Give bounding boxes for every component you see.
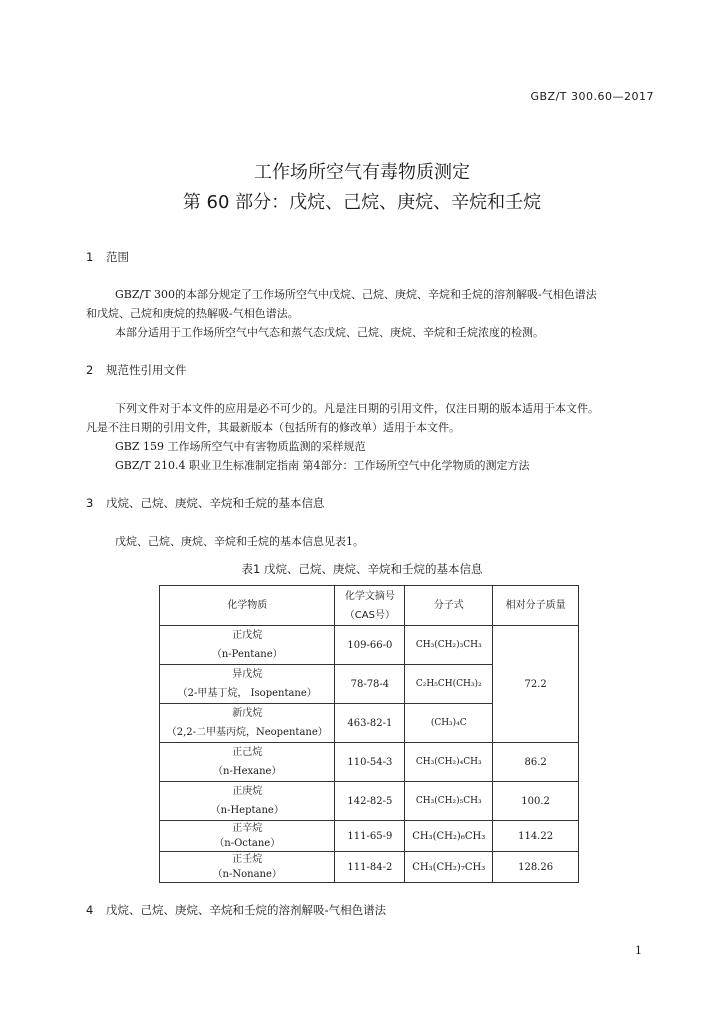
document-title: 工作场所空气有毒物质测定 [254, 162, 470, 183]
header-mw: 相对分子质量 [493, 586, 579, 626]
substance-name: 正辛烷 [232, 823, 263, 834]
substance-name: 正戊烷 [232, 630, 263, 641]
document-subtitle: 第 60 部分：戊烷、己烷、庚烷、辛烷和壬烷 [182, 192, 542, 213]
molecular-formula: CH₃(CH₂)₄CH₃ [405, 743, 493, 782]
cas-number: 111-84-2 [335, 852, 405, 883]
molecular-weight: 114.22 [493, 821, 579, 852]
molecular-formula: C₂H₅CH(CH₃)₂ [405, 665, 493, 704]
table-caption: 表1 戊烷、己烷、庚烷、辛烷和壬烷的基本信息 [241, 562, 483, 576]
paragraph: 本部分适用于工作场所空气中气态和蒸气态戊烷、己烷、庚烷、辛烷和壬烷浓度的检测。 [115, 326, 544, 339]
table-row [160, 626, 579, 665]
table-row [160, 852, 579, 883]
basic-info-table [159, 585, 579, 883]
table-row [160, 743, 579, 782]
substance-alias: （2,2-二甲基丙烷，Neopentane） [166, 727, 328, 738]
cas-number: 111-65-9 [335, 821, 405, 852]
paragraph: GBZ/T 300的本部分规定了工作场所空气中戊烷、己烷、庚烷、辛烷和壬烷的溶剂解吸-气相色谱法 [115, 288, 597, 301]
reference-item: GBZ 159 工作场所空气中有害物质监测的采样规范 [115, 440, 366, 453]
molecular-weight: 128.26 [493, 852, 579, 883]
molecular-weight: 86.2 [493, 743, 579, 782]
paragraph: 凡是不注日期的引用文件，其最新版本（包括所有的修改单）适用于本文件。 [86, 421, 460, 434]
paragraph: 和戊烷、己烷和庚烷的热解吸-气相色谱法。 [86, 307, 299, 320]
header-substance: 化学物质 [160, 586, 335, 626]
substance-name: 正庚烷 [232, 786, 263, 797]
substance-name: 新戊烷 [232, 708, 263, 719]
cas-number: 109-66-0 [335, 626, 405, 665]
standard-number: GBZ/T 300.60—2017 [530, 90, 654, 103]
molecular-formula: CH₃(CH₂)₇CH₃ [405, 852, 493, 883]
paragraph: 戊烷、己烷、庚烷、辛烷和壬烷的基本信息见表1。 [115, 535, 364, 548]
molecular-formula: CH₃(CH₂)₆CH₃ [405, 821, 493, 852]
cas-number: 463-82-1 [335, 704, 405, 743]
substance-name: 正己烷 [232, 747, 263, 758]
section-heading-3: 3 戊烷、己烷、庚烷、辛烷和壬烷的基本信息 [86, 496, 325, 510]
substance-alias: （2-甲基丁烷， Isopentane） [177, 688, 317, 699]
section-heading-1: 1 范围 [86, 250, 129, 264]
paragraph: 下列文件对于本文件的应用是必不可少的。凡是注日期的引用文件，仅注日期的版本适用于本文件。 [115, 402, 599, 415]
substance-alias: （n-Nonane） [212, 869, 282, 880]
cas-number: 142-82-5 [335, 782, 405, 821]
page-number: 1 [635, 944, 642, 957]
cas-number: 110-54-3 [335, 743, 405, 782]
table-row [160, 821, 579, 852]
molecular-formula: CH₃(CH₂)₃CH₃ [405, 626, 493, 665]
header-formula: 分子式 [405, 586, 493, 626]
section-heading-4: 4 戊烷、己烷、庚烷、辛烷和壬烷的溶剂解吸-气相色谱法 [86, 903, 387, 917]
cas-number: 78-78-4 [335, 665, 405, 704]
substance-alias: （n-Hexane） [213, 766, 282, 777]
substance-name: 正壬烷 [232, 854, 263, 865]
table-row [160, 782, 579, 821]
substance-alias: （n-Octane） [214, 838, 281, 849]
molecular-weight: 100.2 [493, 782, 579, 821]
substance-name: 异戊烷 [232, 669, 263, 680]
header-cas: 化学文摘号 （CAS号） [335, 586, 405, 626]
substance-alias: （n-Heptane） [210, 805, 284, 816]
molecular-weight: 72.2 [493, 626, 579, 743]
substance-alias: （n-Pentane） [211, 649, 283, 660]
molecular-formula: (CH₃)₄C [405, 704, 493, 743]
section-heading-2: 2 规范性引用文件 [86, 363, 187, 377]
reference-item: GBZ/T 210.4 职业卫生标准制定指南 第4部分：工作场所空气中化学物质的测定方法 [115, 459, 530, 472]
molecular-formula: CH₃(CH₂)₅CH₃ [405, 782, 493, 821]
